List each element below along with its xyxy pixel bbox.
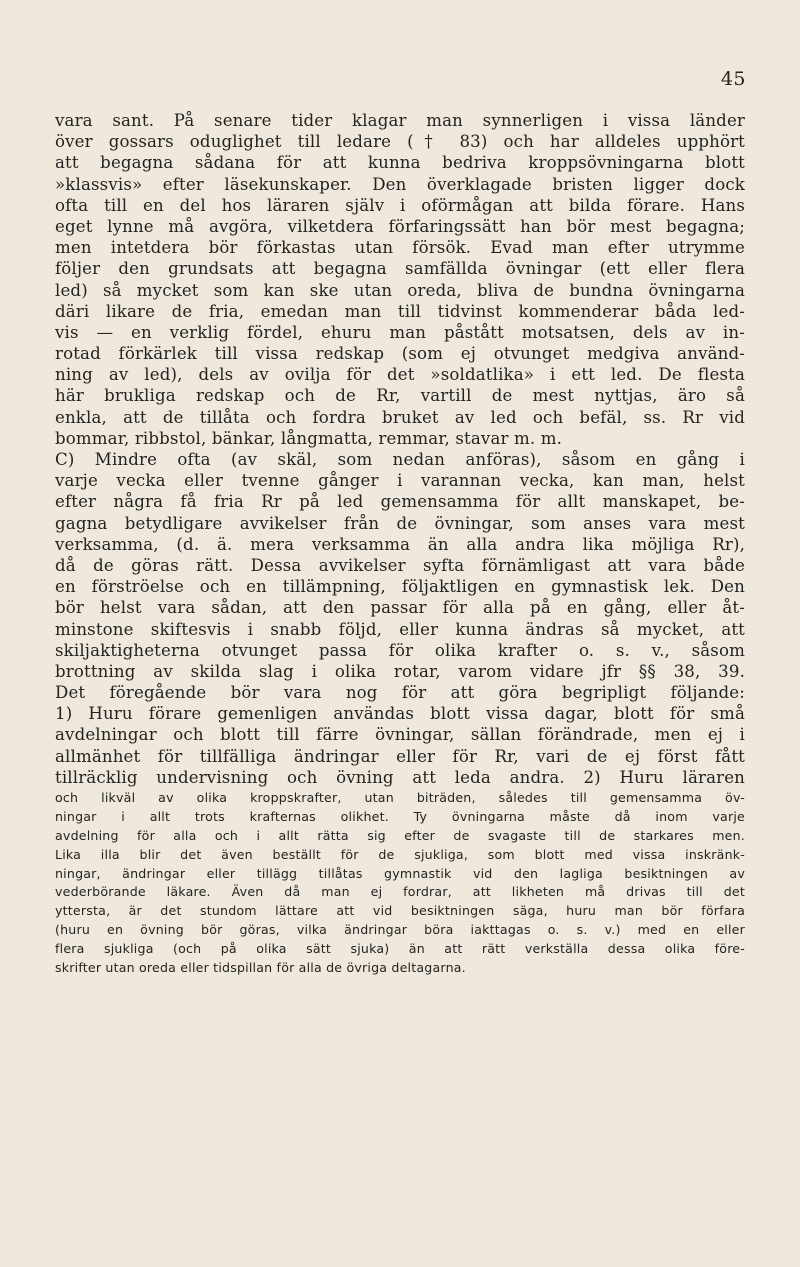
body-line: vara sant. På senare tider klagar man synnerligen i vissa länder [55,111,745,130]
footnote-line: ningar, ändringar eller tillägg tillåtas gymnastik vid den lagliga besiktningen av [55,865,745,881]
body-line: verksamma, (d. ä. mera verksamma än alla andra lika möjliga Rr), [55,534,745,554]
page-number: 45 [720,68,746,90]
body-line: då de göras rätt. Dessa avvikelser syfta förnämligast att vara både [55,555,745,575]
body-line: bör helst vara sådan, att den passar för alla på en gång, eller åt- [55,598,745,618]
body-line: gagna betydligare avvikelser från de övningar, som anses vara mest [55,513,745,533]
body-line: här brukliga redskap och de Rr, vartill de mest nyttjas, äro så [55,386,745,406]
footnote-line: flera sjukliga (och på olika sätt sjuka) än att rätt verkställa dessa olika före- [55,941,745,957]
body-line: avdelningar och blott till färre övningar, sällan förändrade, men ej i [55,725,745,745]
footnote-line: yttersta, är det stundom lättare att vid besiktningen säga, huru man bör förfara [55,903,745,919]
body-line: C) Mindre ofta (av skäl, som nedan anföras), såsom en gång i [55,450,745,469]
body-line: brottning av skilda slag i olika rotar, varom vidare jfr §§ 38, 39. [55,661,745,681]
footnote [55,789,745,978]
footnote-line: och likväl av olika kroppskrafter, utan biträden, således till gemensamma öv- [55,790,745,805]
body-line: tillräcklig undervisning och övning att leda andra. 2) Huru läraren [55,767,745,787]
body-line: däri likare de fria, emedan man till tidvinst kommenderar båda led- [55,301,745,321]
body-line: enkla, att de tillåta och fordra bruket av led och befäl, ss. Rr vid [55,407,745,427]
footnote-line: ningar i allt trots krafternas olikhet. Ty övningarna måste då inom varje [55,808,745,824]
footnote-line: skrifter utan oreda eller tidspillan för alla de övriga deltagarna. [55,960,466,976]
footnote-line: Lika illa blir det även beställt för de sjukliga, som blott med vissa inskränk- [55,846,745,862]
body-line: en förströelse och en tillämpning, följaktligen en gymnastisk lek. Den [55,577,745,597]
body-line: ning av led), dels av ovilja för det »soldatlika» i ett led. De flesta [55,365,745,385]
body-line: efter några få fria Rr på led gemensamma för allt manskapet, be- [55,492,745,512]
body-line: ofta till en del hos läraren själv i oförmågan att bilda förare. Hans [55,195,745,215]
body-line: vis — en verklig fördel, ehuru man påstått motsatsen, dels av in- [55,322,745,342]
body-line: led) så mycket som kan ske utan oreda, bliva de bundna övningarna [55,280,745,300]
body-line: Det föregående bör vara nog för att göra begripligt följande: [55,683,745,703]
body-line: minstone skiftesvis i snabb följd, eller kunna ändras så mycket, att [55,619,745,639]
footnote-line: avdelning för alla och i allt rätta sig efter de svagaste till de starkares men. [55,827,745,843]
body-line: att begagna sådana för att kunna bedriva kroppsövningarna blott [55,153,745,173]
body-line: följer den grundsats att begagna samfällda övningar (ett eller flera [55,259,745,279]
body-line: över gossars oduglighet till ledare († 83) och har alldeles upphört [55,132,745,152]
body-line: bommar, ribbstol, bänkar, långmatta, remmar, stavar m. m. [55,428,563,448]
body-line: rotad förkärlek till vissa redskap (som ej otvunget medgiva använd- [55,344,745,364]
body-line: men intetdera bör förkastas utan försök. Evad man efter utrymme [55,238,745,258]
body-line: varje vecka eller tvenne gånger i varannan vecka, kan man, helst [55,471,745,491]
footnote-line: vederbörande läkare. Även då man ej fordrar, att likheten må drivas till det [55,884,745,900]
footnote-line: (huru en övning bör göras, vilka ändringar böra iakttagas o. s. v.) med en eller [55,922,745,938]
body-line: 1) Huru förare gemenligen användas blott vissa dagar, blott för små [55,704,745,724]
body-line: allmänhet för tillfälliga ändringar eller för Rr, vari de ej först fått [55,746,745,766]
body-line: eget lynne må avgöra, vilketdera förfaringssätt han bör mest begagna; [55,216,745,236]
body-line: skiljaktigheterna otvunget passa för olika krafter o. s. v., såsom [55,640,745,660]
body-text [55,110,745,788]
body-line: »klassvis» efter läsekunskaper. Den överklagade bristen ligger dock [55,174,745,194]
